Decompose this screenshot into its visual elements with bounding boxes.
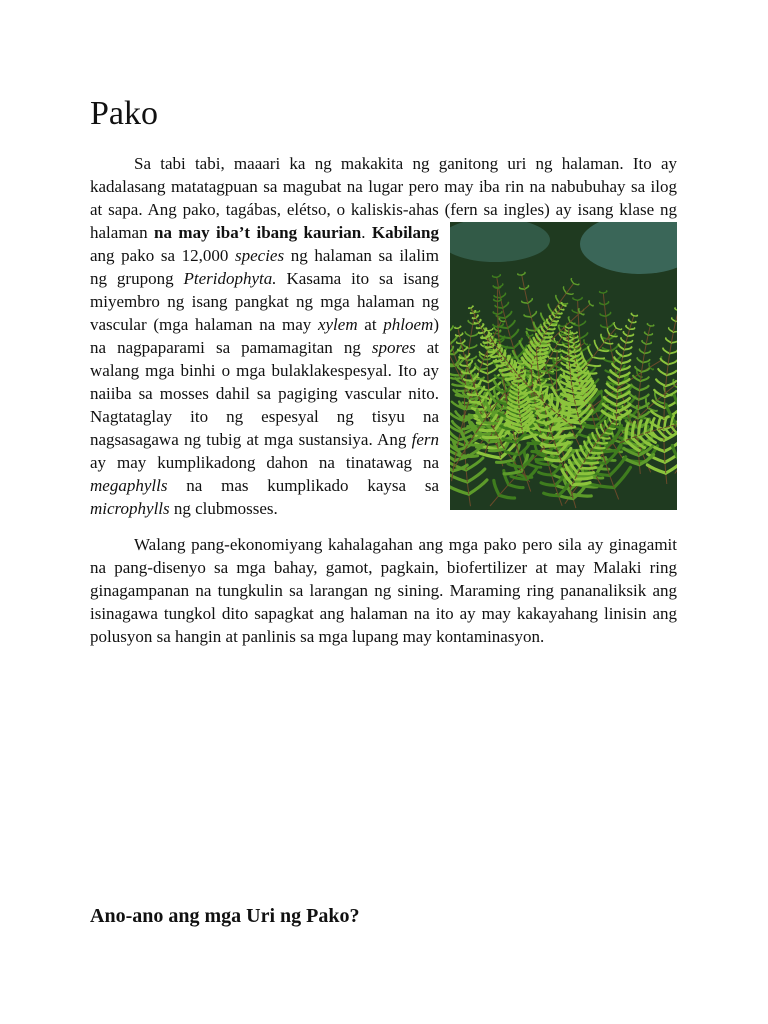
intro-paragraph: [90, 152, 677, 520]
fern-photo: [450, 222, 677, 510]
term-spores: spores: [371, 338, 416, 357]
intro-bold-2: Kabilang: [371, 223, 439, 242]
term-xylem: xylem: [317, 315, 358, 334]
intro-text-6: at: [357, 315, 384, 334]
intro-bold-1: na may iba’t ibang kaurian: [154, 223, 362, 242]
intro-text-11: ng clubmosses.: [169, 499, 278, 518]
intro-text-2: .: [361, 223, 372, 242]
term-fern: fern: [411, 430, 439, 449]
intro-text-3: ang pako sa 12,000: [90, 246, 235, 265]
intro-text-5: Kasama ito sa isang miyembro ng isang pangkat ng mga halaman ng vascular (mga halaman na may: [90, 269, 439, 334]
section-heading: Ano-ano ang mga Uri ng Pako?: [90, 905, 360, 927]
term-megaphylls: megaphylls: [90, 476, 168, 495]
term-pteridophyta: Pteridophyta.: [183, 269, 277, 288]
intro-text-7: ) na nagpaparami sa pamamagitan ng: [90, 315, 439, 357]
page-title: Pako: [90, 95, 158, 132]
intro-text-4: ng halaman sa ilalim ng grupong: [90, 246, 439, 288]
intro-text-10: na mas kumplikado kaysa sa: [167, 476, 439, 495]
document-body: [90, 152, 677, 648]
term-species: species: [235, 246, 285, 265]
fern-image: [450, 222, 677, 510]
intro-text-8: at walang mga binhi o mga bulaklakespesyal. Ito ay naiiba sa mosses dahil sa pagiging vascular nito. Nagtataglay ito ng espesyal ng tisyu na nagsasagawa ng tubig at mga sustansiya. Ang: [90, 338, 439, 449]
term-microphylls: microphylls: [90, 499, 170, 518]
intro-text-9: ay may kumplikadong dahon na tinatawag na: [90, 453, 439, 472]
intro-text-1: Sa tabi tabi, maaari ka ng makakita ng ganitong uri ng halaman. Ito ay kadalasang matatagpuan sa magubat na lugar pero may iba rin na nabubuhay sa ilog at sapa. Ang pako, tagábas, elétso, o kaliskis-ahas (fern sa ingles) ay isang klase ng halaman: [90, 154, 677, 242]
term-phloem: phloem: [383, 315, 434, 334]
economy-paragraph: Walang pang-ekonomiyang kahalagahan ang mga pako pero sila ay ginagamit na pang-disenyo sa mga bahay, gamot, pagkain, biofertilizer at may Malaki ring ginagampanan na tungkulin sa larangan ng sining. Maraming ring pananaliksik ang isinagawa tungkol dito sapagkat ang halaman na ito ay may kakayahang linisin ang polusyon sa hangin at panlinis sa mga lupang may kontaminasyon.: [90, 535, 677, 646]
